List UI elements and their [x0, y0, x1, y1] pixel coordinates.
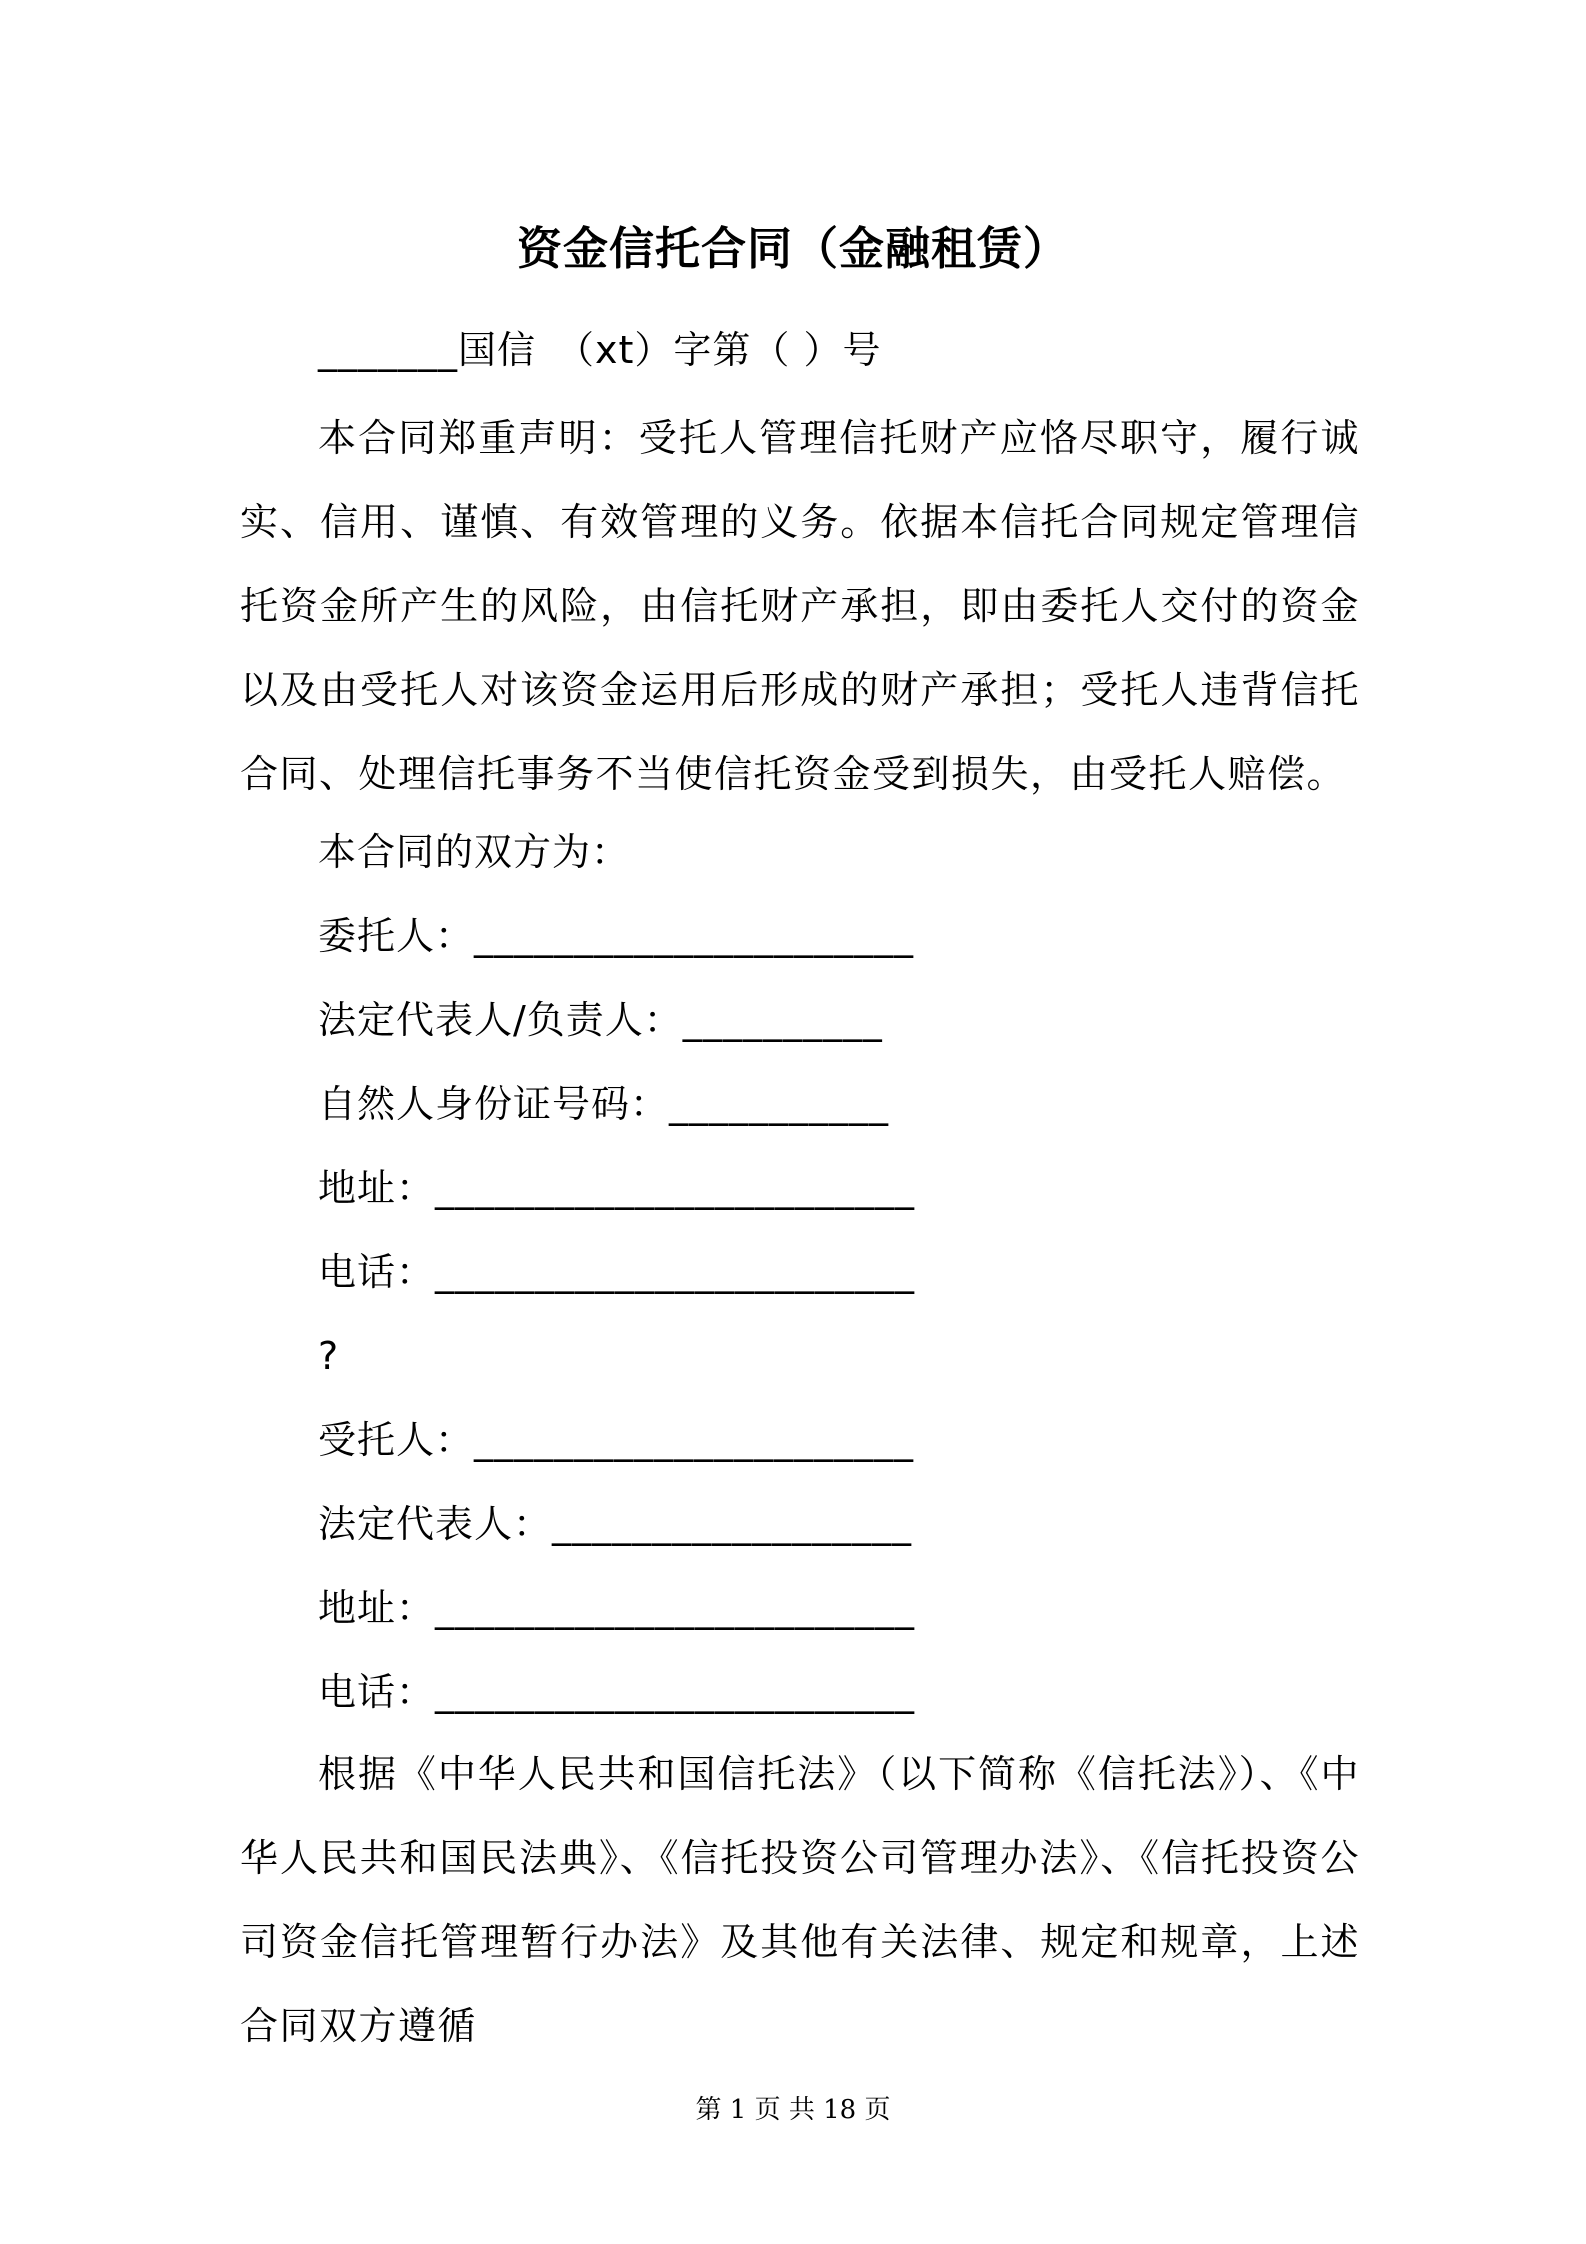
trustee-phone-field: 电话：________________________ — [318, 1670, 916, 1714]
trustee-address-field: 地址：________________________ — [318, 1586, 916, 1630]
legal-basis-paragraph: 根据《中华人民共和国信托法》（以下简称《信托法》）、《中华人民共和国民法典》、《信托投资公司管理办法》、《信托投资公司资金信托管理暂行办法》及其他有关法律、规定和规章，上述合同双方遵循 — [240, 1752, 1360, 2048]
principal-phone-field: 电话：________________________ — [318, 1250, 916, 1294]
parties-intro: 本合同的双方为： — [318, 830, 631, 874]
page-number-footer: 第 1 页 共 18 页 — [695, 2095, 891, 2125]
principal-address-field: 地址：________________________ — [318, 1166, 916, 1210]
principal-name-field: 委托人：______________________ — [318, 914, 915, 958]
contract-number-line: _______国信 （xt）字第（ ）号 — [318, 328, 882, 372]
trustee-name-field: 受托人：______________________ — [318, 1418, 915, 1462]
separator-mark: ? — [318, 1334, 340, 1378]
document-title: 资金信托合同（金融租赁） — [516, 222, 1069, 275]
principal-id-field: 自然人身份证号码：___________ — [318, 1082, 890, 1126]
principal-legal-rep-field: 法定代表人/负责人：__________ — [318, 998, 883, 1042]
declaration-paragraph: 本合同郑重声明：受托人管理信托财产应恪尽职守，履行诚实、信用、谨慎、有效管理的义务。依据本信托合同规定管理信托资金所产生的风险，由信托财产承担，即由委托人交付的资金以及由受托人对该资金运用后形成的财产承担；受托人违背信托合同、处理信托事务不当使信托资金受到损失，由受托人赔偿。 — [240, 416, 1360, 796]
trustee-legal-rep-field: 法定代表人：__________________ — [318, 1502, 913, 1546]
